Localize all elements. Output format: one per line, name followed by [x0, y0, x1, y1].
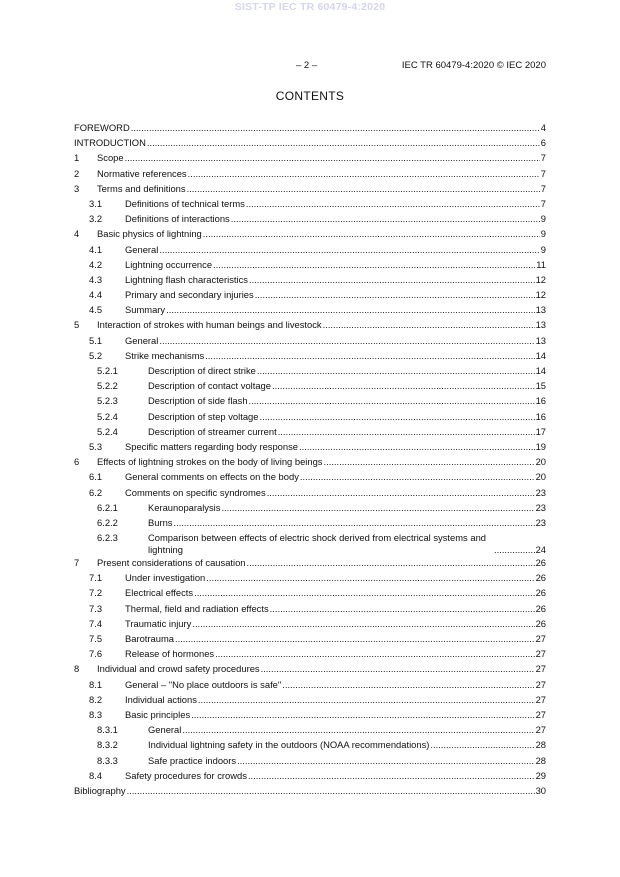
toc-entry-number: 6.2.2 [97, 516, 118, 528]
toc-entry-line [125, 259, 546, 271]
toc-entry[interactable] [74, 411, 546, 426]
toc-entry-line [148, 755, 546, 767]
toc-entry-line [125, 471, 546, 483]
toc-entry-line [148, 395, 546, 407]
toc-entry-page: 17 [535, 425, 546, 437]
toc-entry-page: 16 [535, 410, 546, 422]
toc-entry-number: 3.2 [89, 213, 103, 225]
toc-entry-page: 29 [535, 769, 546, 781]
toc-entry-number: 3.1 [89, 197, 103, 209]
toc-dot-leader [249, 395, 535, 407]
toc-entry-page: 27 [535, 693, 546, 705]
toc-entry-line [125, 487, 546, 499]
toc-dot-leader [188, 168, 540, 180]
toc-entry[interactable] [74, 274, 546, 289]
toc-entry[interactable] [74, 694, 546, 709]
toc-entry[interactable] [74, 618, 546, 633]
toc-entry[interactable] [74, 335, 546, 350]
toc-entry-page: 27 [535, 633, 546, 644]
toc-entry-page: 27 [535, 663, 546, 675]
toc-entry-number: 7.2 [89, 587, 103, 599]
toc-entry-line [125, 441, 546, 453]
toc-dot-leader [198, 694, 535, 706]
toc-entry-line [148, 365, 546, 377]
toc-entry-page: 26 [535, 602, 546, 614]
toc-dot-leader [323, 319, 535, 331]
toc-entry-page: 7 [540, 167, 546, 179]
toc-entry-line [148, 411, 546, 423]
toc-dot-leader [282, 679, 534, 691]
toc-dot-leader [299, 441, 535, 453]
toc-entry-line [125, 587, 546, 599]
toc-entry[interactable] [74, 198, 546, 213]
toc-entry-page: 23 [535, 486, 546, 498]
toc-dot-leader [430, 739, 534, 751]
toc-dot-leader [166, 304, 534, 316]
toc-entry-line [148, 517, 546, 529]
toc-entry-number: 5.2 [89, 349, 103, 361]
toc-entry-line [125, 633, 546, 645]
toc-entry-title: Burns [148, 516, 173, 528]
toc-entry-number: 3 [74, 182, 80, 194]
toc-entry-page: 12 [535, 289, 546, 301]
toc-entry-title: Lightning flash characteristics [125, 273, 248, 285]
toc-entry[interactable] [74, 487, 546, 502]
toc-entry-page: 20 [535, 456, 546, 468]
toc-entry-line [125, 213, 546, 225]
toc-dot-leader [131, 122, 540, 134]
toc-entry-number: 2 [74, 167, 80, 179]
toc-entry-number: 4.3 [89, 273, 103, 285]
toc-entry-line [125, 289, 546, 301]
toc-entry-number: 6.2.1 [97, 501, 118, 513]
toc-entry-title: Individual actions [125, 693, 197, 705]
toc-entry-line [125, 618, 546, 630]
toc-entry-title: General – "No place outdoors is safe" [125, 678, 282, 690]
toc-entry-number: 5.2.3 [97, 395, 118, 407]
toc-entry-number: 8.4 [89, 769, 103, 781]
toc-entry-line [148, 502, 546, 514]
toc-entry[interactable] [74, 259, 546, 274]
toc-entry-line [97, 228, 546, 240]
toc-entry-title: Effects of lightning strokes on the body of living beings [97, 456, 323, 468]
toc-entry[interactable] [74, 709, 546, 724]
toc-entry-title: Keraunoparalysis [148, 501, 221, 513]
toc-entry-page: 7 [540, 182, 546, 194]
toc-entry-title: Traumatic injury [125, 617, 192, 629]
toc-entry-page: 23 [535, 516, 546, 528]
toc-dot-leader [249, 274, 535, 286]
toc-dot-leader [221, 502, 534, 514]
toc-entry[interactable] [74, 633, 546, 648]
toc-entry-number: 8.1 [89, 678, 103, 690]
toc-dot-leader [125, 152, 540, 164]
toc-entry[interactable] [74, 724, 546, 739]
toc-dot-leader [246, 198, 540, 210]
toc-entry-line [74, 785, 546, 797]
toc-entry-line [125, 572, 546, 584]
toc-entry-line [125, 335, 546, 347]
toc-entry-title: Basic physics of lightning [97, 228, 202, 240]
toc-entry[interactable] [74, 137, 546, 152]
toc-entry[interactable] [74, 517, 546, 532]
toc-dot-leader [192, 618, 534, 630]
toc-entry-title: Individual and crowd safety procedures [97, 663, 260, 675]
toc-entry-title: Description of contact voltage [148, 380, 271, 392]
toc-dot-leader [203, 228, 540, 240]
toc-entry-page: 26 [535, 557, 546, 569]
toc-dot-leader [494, 544, 535, 556]
toc-entry[interactable] [74, 244, 546, 259]
toc-entry[interactable] [74, 603, 546, 618]
toc-dot-leader [270, 603, 535, 615]
toc-entry-number: 6.2 [89, 486, 103, 498]
toc-entry[interactable] [74, 122, 546, 137]
toc-entry[interactable] [74, 502, 546, 517]
toc-entry-line [125, 694, 546, 706]
toc-entry[interactable] [74, 319, 546, 334]
toc-entry[interactable] [74, 289, 546, 304]
toc-entry[interactable] [74, 648, 546, 663]
toc-dot-leader [261, 663, 535, 675]
toc-entry-page: 9 [540, 228, 546, 240]
toc-entry-title: Description of step voltage [148, 410, 259, 422]
toc-dot-leader [159, 335, 534, 347]
toc-entry-title: Description of streamer current [148, 425, 277, 437]
toc-entry[interactable] [74, 304, 546, 319]
toc-dot-leader [147, 137, 540, 149]
toc-entry[interactable] [74, 679, 546, 694]
toc-entry[interactable] [74, 557, 546, 572]
toc-dot-leader [205, 350, 534, 362]
toc-dot-leader [237, 755, 534, 767]
toc-entry-page: 11 [536, 258, 546, 270]
toc-entry-title: Definitions of technical terms [125, 197, 245, 209]
toc-entry-number: 4.1 [89, 243, 103, 255]
toc-entry-page: 26 [535, 617, 546, 629]
toc-entry-number: 8.3 [89, 708, 103, 720]
toc-entry-number: 8.3.1 [97, 724, 118, 736]
toc-entry[interactable] [74, 228, 546, 243]
toc-entry-title: Thermal, field and radiation effects [125, 602, 269, 614]
toc-dot-leader [231, 213, 540, 225]
toc-entry-page: 20 [535, 471, 546, 483]
toc-entry-page: 27 [535, 708, 546, 720]
toc-entry-line [148, 739, 546, 751]
toc-entry-number: 7.1 [89, 572, 103, 584]
toc-entry-title: Definitions of interactions [125, 213, 230, 225]
toc-entry-title: Comments on specific syndromes [125, 486, 266, 498]
toc-entry-page: 28 [535, 754, 546, 766]
toc-entry-title: Basic principles [125, 708, 191, 720]
toc-entry-page: 14 [535, 349, 546, 361]
toc-entry-page: 27 [535, 678, 546, 690]
toc-entry-page: 6 [540, 137, 546, 149]
toc-dot-leader [324, 456, 535, 468]
toc-entry-number: 7.6 [89, 648, 103, 660]
toc-entry-number: 5.2.1 [97, 365, 118, 376]
toc-entry-line [125, 709, 546, 721]
toc-entry-title: General [125, 334, 159, 346]
toc-entry[interactable] [74, 441, 546, 456]
toc-entry[interactable] [74, 380, 546, 395]
standard-reference: IEC TR 60479-4:2020 © IEC 2020 [401, 60, 546, 71]
toc-entry-number: 7.3 [89, 602, 103, 614]
toc-entry-number: 4.5 [89, 304, 103, 316]
toc-entry-line [74, 137, 546, 149]
toc-entry-number: 6.1 [89, 471, 103, 483]
toc-entry-number: 4.4 [89, 289, 103, 301]
toc-entry-number: 7.4 [89, 617, 103, 629]
toc-dot-leader [248, 770, 535, 782]
table-of-contents [74, 122, 546, 800]
toc-entry-page: 9 [540, 243, 546, 255]
toc-entry-number: 5.2.4 [97, 425, 118, 437]
toc-entry-page: 13 [535, 304, 546, 316]
toc-entry-page: 4 [540, 122, 546, 133]
toc-entry-page: 27 [535, 648, 546, 660]
toc-entry[interactable] [74, 395, 546, 410]
toc-entry[interactable] [74, 183, 546, 198]
page-number: – 2 – [296, 60, 318, 71]
toc-entry-number: 5 [74, 319, 80, 331]
toc-entry[interactable] [74, 365, 546, 380]
toc-entry-number: 8.3.2 [97, 739, 118, 751]
toc-entry-number: 5.3 [89, 440, 103, 452]
toc-entry-page: 9 [540, 213, 546, 225]
toc-entry-page: 30 [535, 784, 546, 796]
toc-entry-title: Lightning occurrence [125, 258, 213, 270]
toc-dot-leader [255, 289, 535, 301]
toc-entry-line [97, 152, 546, 164]
toc-entry-page: 24 [535, 544, 546, 556]
toc-entry-page: 26 [535, 587, 546, 599]
toc-dot-leader [215, 648, 534, 660]
toc-entry-line [148, 380, 546, 392]
toc-entry-line [97, 557, 546, 569]
toc-entry-page: 7 [540, 152, 546, 164]
toc-entry-line [148, 426, 546, 438]
toc-entry-page: 19 [535, 440, 546, 452]
toc-entry-title: Description of direct strike [148, 365, 256, 376]
page-header [0, 60, 620, 74]
toc-entry-line [125, 648, 546, 660]
toc-dot-leader [267, 487, 535, 499]
toc-entry-title: Summary [125, 304, 166, 316]
toc-entry[interactable] [74, 471, 546, 486]
toc-dot-leader [174, 517, 535, 529]
toc-dot-leader [194, 587, 534, 599]
toc-entry-line [125, 274, 546, 286]
toc-entry-title: Electrical effects [125, 587, 194, 599]
toc-entry-title: Specific matters regarding body response [125, 440, 299, 452]
toc-entry-title: Description of side flash [148, 395, 248, 407]
toc-entry-number: 8.2 [89, 693, 103, 705]
toc-entry-title: Present considerations of causation [97, 557, 246, 569]
toc-entry-page: 14 [535, 365, 546, 376]
toc-entry[interactable] [74, 755, 546, 770]
toc-dot-leader [300, 471, 535, 483]
toc-entry-number: 5.1 [89, 334, 103, 346]
toc-entry-title: Safe practice indoors [148, 754, 237, 766]
toc-dot-leader [259, 411, 534, 423]
toc-entry[interactable] [74, 572, 546, 587]
toc-entry-line [148, 724, 546, 736]
toc-dot-leader [182, 724, 534, 736]
toc-entry-line [97, 456, 546, 468]
toc-entry-number: 4 [74, 228, 80, 240]
toc-entry-line [97, 319, 546, 331]
toc-entry-title: Strike mechanisms [125, 349, 205, 361]
toc-entry-number: 6.2.3 [97, 532, 118, 544]
toc-entry-page: 16 [535, 395, 546, 407]
toc-entry-line [125, 770, 546, 782]
toc-entry-title: Under investigation [125, 572, 206, 584]
toc-entry[interactable] [74, 532, 546, 557]
toc-entry-page: 13 [535, 319, 546, 331]
toc-entry-number: 5.2.4 [97, 410, 118, 422]
toc-entry-line [125, 244, 546, 256]
toc-entry-title: Terms and definitions [97, 182, 186, 194]
toc-entry-title: Release of hormones [125, 648, 215, 660]
toc-entry[interactable] [74, 663, 546, 678]
toc-dot-leader [247, 557, 535, 569]
toc-entry[interactable] [74, 785, 546, 800]
toc-dot-leader [213, 259, 535, 271]
toc-entry[interactable] [74, 456, 546, 471]
toc-entry-title: Comparison between effects of electric shock derived from electrical systems and lightning [148, 532, 486, 556]
toc-entry-page: 7 [540, 197, 546, 209]
toc-entry[interactable] [74, 213, 546, 228]
toc-entry-line [125, 350, 546, 362]
toc-entry-line [97, 183, 546, 195]
toc-entry-number: 7 [74, 557, 80, 569]
page-title: CONTENTS [275, 89, 345, 103]
toc-entry-page: 28 [535, 739, 546, 751]
toc-entry-line [148, 532, 546, 556]
toc-entry-title: Individual lightning safety in the outdoors (NOAA recommendations) [148, 739, 430, 751]
toc-entry-line [125, 198, 546, 210]
toc-entry[interactable] [74, 739, 546, 754]
toc-entry-number: 5.2.2 [97, 380, 118, 392]
toc-entry-title: Scope [97, 152, 124, 164]
toc-entry-number: 6 [74, 456, 80, 468]
toc-entry-title: Normative references [97, 167, 187, 179]
toc-dot-leader [127, 785, 535, 797]
toc-entry-number: 1 [74, 152, 80, 164]
toc-entry-line [97, 168, 546, 180]
toc-dot-leader [159, 244, 539, 256]
toc-entry-line [125, 603, 546, 615]
toc-entry[interactable] [74, 152, 546, 167]
toc-entry-line [125, 679, 546, 691]
toc-entry-page: 26 [535, 572, 546, 584]
toc-dot-leader [278, 426, 535, 438]
toc-entry-number: 8.3.3 [97, 754, 118, 766]
toc-entry-page: 23 [535, 501, 546, 513]
toc-entry-title: Interaction of strokes with human beings and livestock [97, 319, 322, 331]
toc-dot-leader [272, 380, 535, 392]
toc-entry[interactable] [74, 168, 546, 183]
toc-entry-line [74, 122, 546, 134]
toc-entry-title: General [125, 243, 159, 255]
toc-entry-title: INTRODUCTION [74, 137, 146, 149]
toc-entry-number: 4.2 [89, 258, 103, 270]
toc-dot-leader [187, 183, 540, 195]
toc-dot-leader [257, 365, 535, 377]
toc-entry-title: FOREWORD [74, 122, 130, 133]
toc-entry-title: Primary and secondary injuries [125, 289, 254, 301]
toc-entry[interactable] [74, 426, 546, 441]
toc-entry[interactable] [74, 770, 546, 785]
toc-entry-title: General [148, 724, 182, 736]
toc-entry-number: 8 [74, 663, 80, 675]
toc-entry-title: Bibliography [74, 784, 126, 796]
watermark: SIST-TP IEC TR 60479-4:2020 [234, 1, 386, 13]
toc-entry-page: 15 [535, 380, 546, 392]
toc-dot-leader [175, 633, 535, 645]
toc-entry-page: 13 [535, 334, 546, 346]
toc-entry-title: Barotrauma [125, 633, 174, 644]
toc-entry-line [125, 304, 546, 316]
toc-entry[interactable] [74, 350, 546, 365]
toc-entry[interactable] [74, 587, 546, 602]
toc-dot-leader [206, 572, 534, 584]
toc-entry-page: 27 [535, 724, 546, 736]
toc-entry-page: 12 [535, 273, 546, 285]
toc-entry-title: Safety procedures for crowds [125, 769, 247, 781]
toc-entry-title: General comments on effects on the body [125, 471, 299, 483]
toc-entry-line [97, 663, 546, 675]
toc-dot-leader [191, 709, 534, 721]
toc-entry-number: 7.5 [89, 633, 103, 644]
